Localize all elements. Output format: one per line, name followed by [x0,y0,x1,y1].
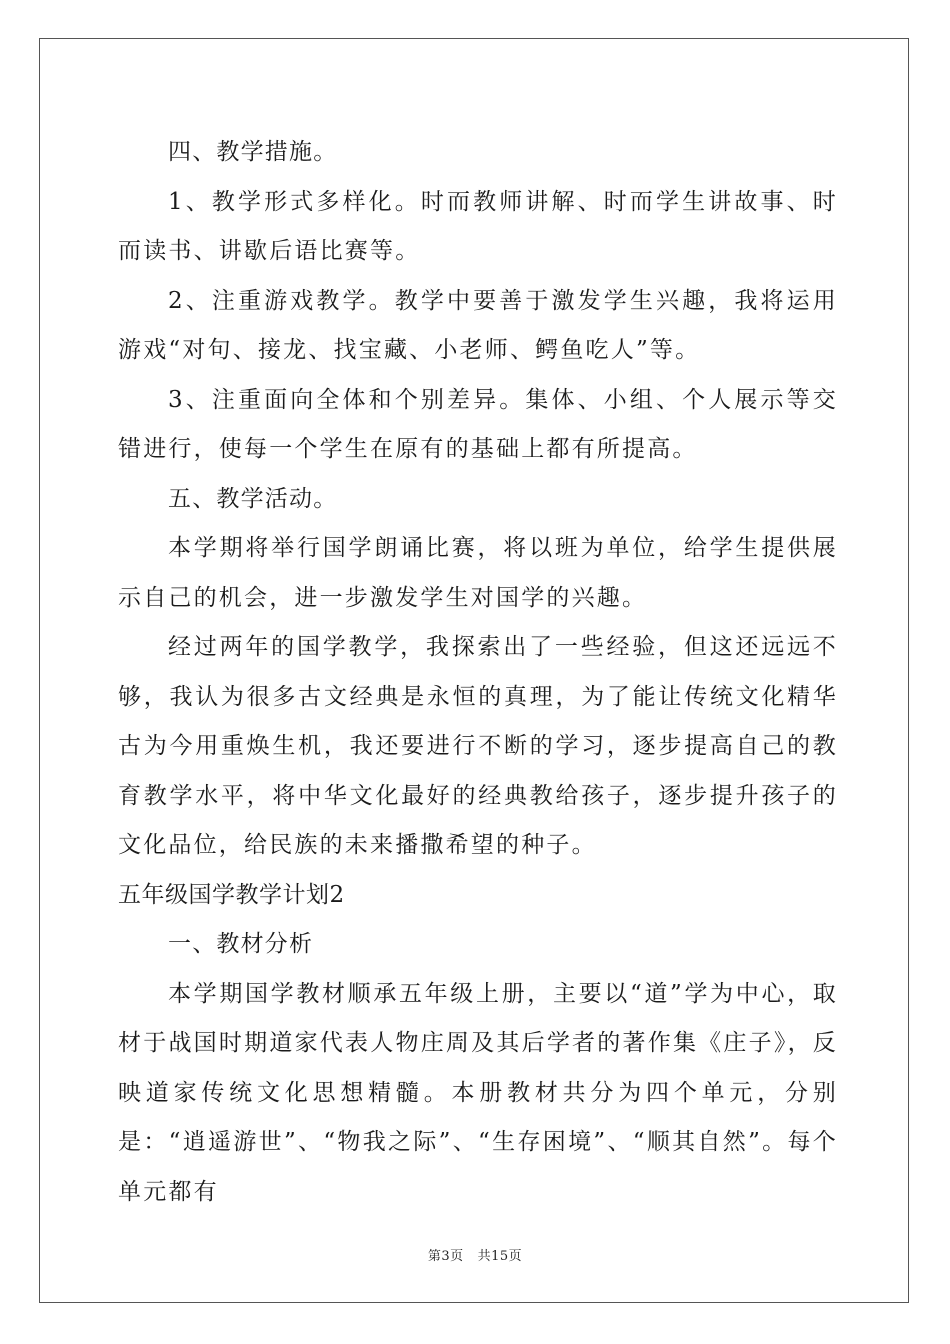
paragraph-summary: 经过两年的国学教学，我探索出了一些经验，但这还远远不够，我认为很多古文经典是永恒的真理，为了能让传统文化精华古为今用重焕生机，我还要进行不断的学习，逐步提高自己的教育教学水平，将中华文化最好的经典教给孩子，逐步提升孩子的文化品位，给民族的未来播撒希望的种子。 [118,634,838,858]
page-footer [0,1245,950,1264]
section-title-textbook-analysis: 一、教材分析 [168,931,314,957]
page-total: 共15页 [477,1249,523,1264]
paragraph-activity: 本学期将举行国学朗诵比赛，将以班为单位，给学生提供展示自己的机会，进一步激发学生对国学的兴趣。 [118,535,838,611]
section-title-teaching-measures: 四、教学措施。 [168,139,338,165]
paragraph-textbook-analysis: 本学期国学教材顺承五年级上册，主要以“道”学为中心，取材于战国时期道家代表人物庄周及其后学者的著作集《庄子》，反映道家传统文化思想精髓。本册教材共分为四个单元，分别是：“逍遥游世”、“物我之际”、“生存困境”、“顺其自然”。每个单元都有 [118,980,838,1205]
page-number: 第3页 [427,1249,464,1264]
document-heading-plan-2: 五年级国学教学计划2 [118,881,345,908]
paragraph-measure-1: 1、教学形式多样化。时而教师讲解、时而学生讲故事、时而读书、讲歇后语比赛等。 [118,188,838,264]
paragraph-measure-2: 2、注重游戏教学。教学中要善于激发学生兴趣，我将运用游戏“对句、接龙、找宝藏、小老师、鳄鱼吃人”等。 [118,287,838,363]
paragraph-measure-3: 3、注重面向全体和个别差异。集体、小组、个人展示等交错进行，使每一个学生在原有的基础上都有所提高。 [118,386,838,462]
section-title-teaching-activities: 五、教学活动。 [168,485,338,512]
document-body [118,128,838,1217]
